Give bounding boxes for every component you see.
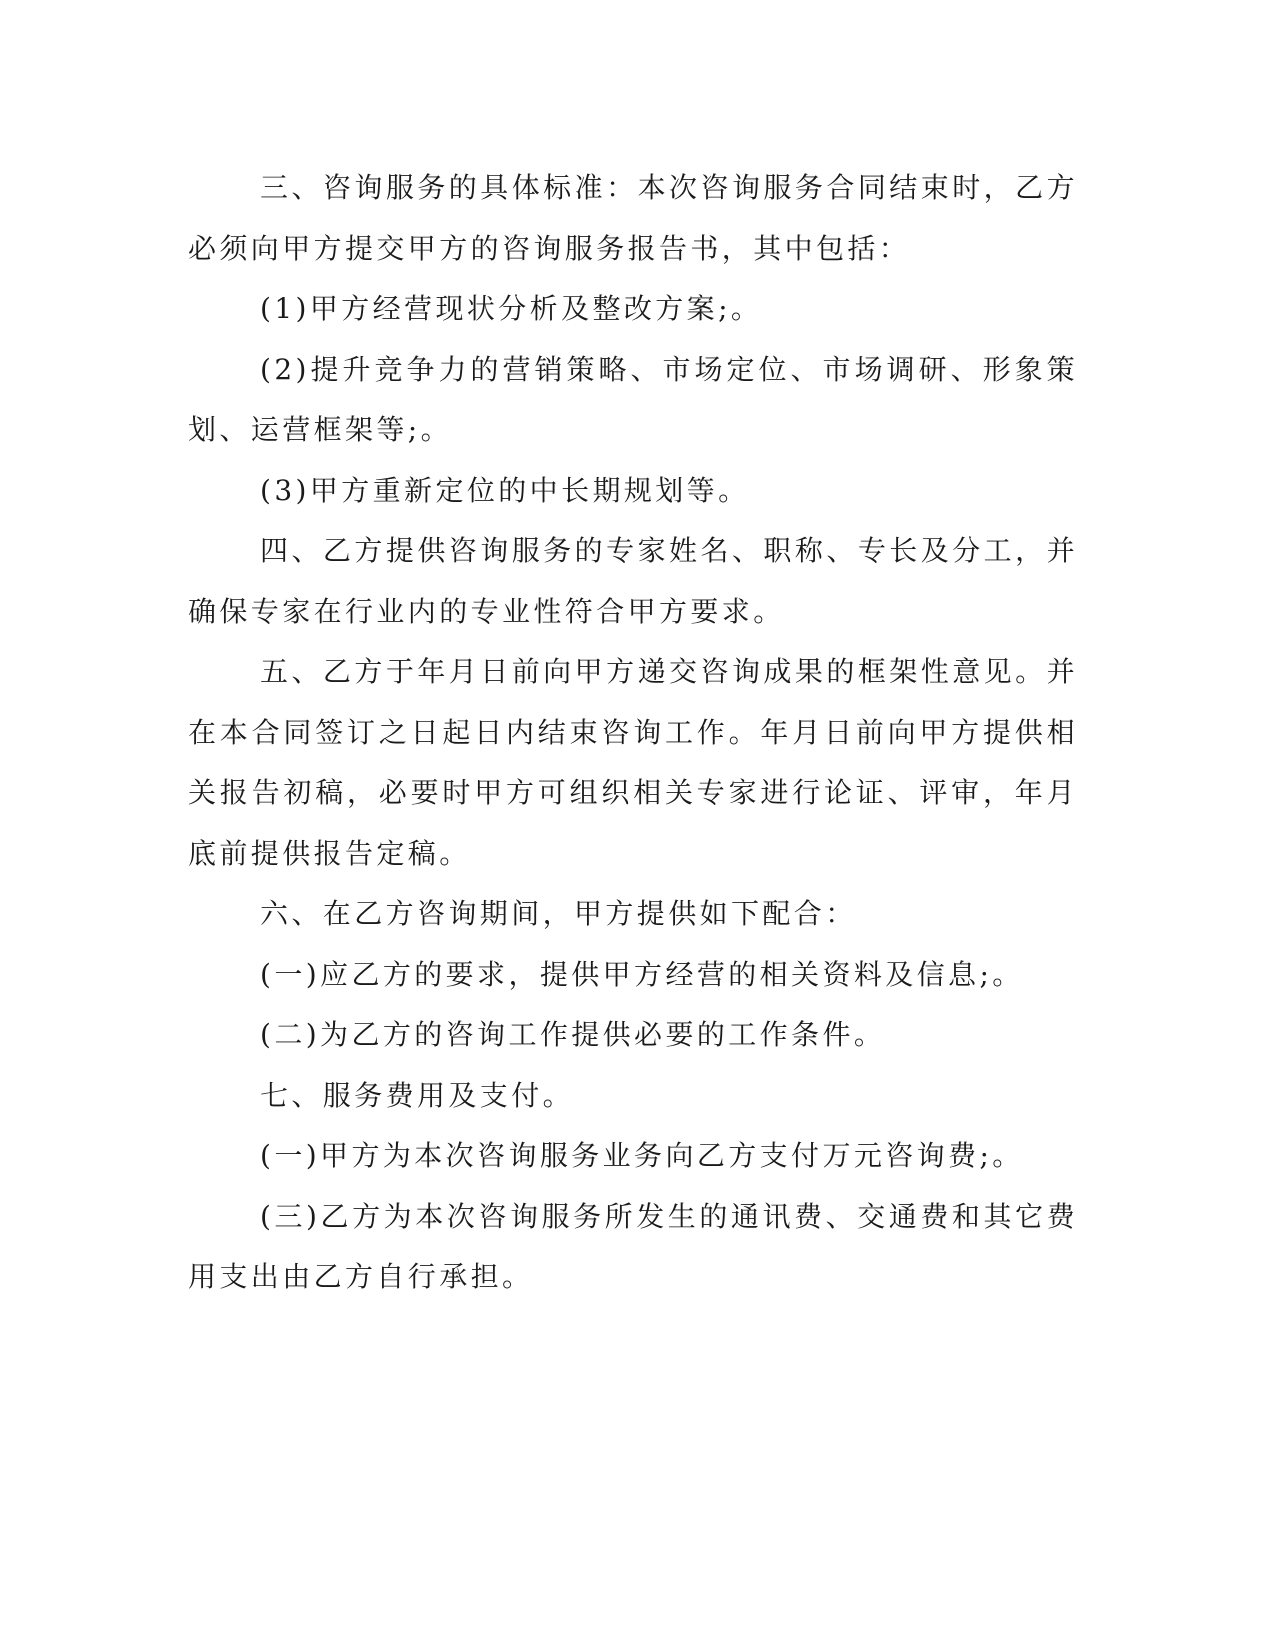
clause-6-item-2: (二)为乙方的咨询工作提供必要的工作条件。 <box>260 1018 886 1051</box>
clause-7-item-1: (一)甲方为本次咨询服务业务向乙方支付万元咨询费;。 <box>260 1139 1024 1172</box>
clause-6-cooperation: 六、在乙方咨询期间，甲方提供如下配合： <box>260 897 857 930</box>
clause-3-item-3: (3)甲方重新定位的中长期规划等。 <box>260 473 750 507</box>
clause-4-experts: 四、乙方提供咨询服务的专家姓名、职称、专长及分工，并确保专家在行业内的专业性符合甲方要求。 <box>188 534 1078 628</box>
clause-5-schedule: 五、乙方于年月日前向甲方递交咨询成果的框架性意见。并在本合同签订之日起日内结束咨询工作。年月日前向甲方提供相关报告初稿，必要时甲方可组织相关专家进行论证、评审，年月底前提供报告定稿。 <box>188 655 1078 870</box>
clause-7-fees: 七、服务费用及支付。 <box>260 1078 575 1112</box>
clause-7-item-3: (三)乙方为本次咨询服务所发生的通讯费、交通费和其它费用支出由乙方自行承担。 <box>188 1199 1078 1293</box>
clause-3-item-1: (1)甲方经营现状分析及整改方案;。 <box>260 292 763 325</box>
document-body <box>188 158 1078 1308</box>
clause-3-item-2: (2)提升竞争力的营销策略、市场定位、市场调研、形象策划、运营框架等;。 <box>188 352 1078 446</box>
clause-6-item-1: (一)应乙方的要求，提供甲方经营的相关资料及信息;。 <box>260 957 1024 991</box>
clause-3-standards: 三、咨询服务的具体标准：本次咨询服务合同结束时，乙方必须向甲方提交甲方的咨询服务报告书，其中包括： <box>188 171 1078 265</box>
